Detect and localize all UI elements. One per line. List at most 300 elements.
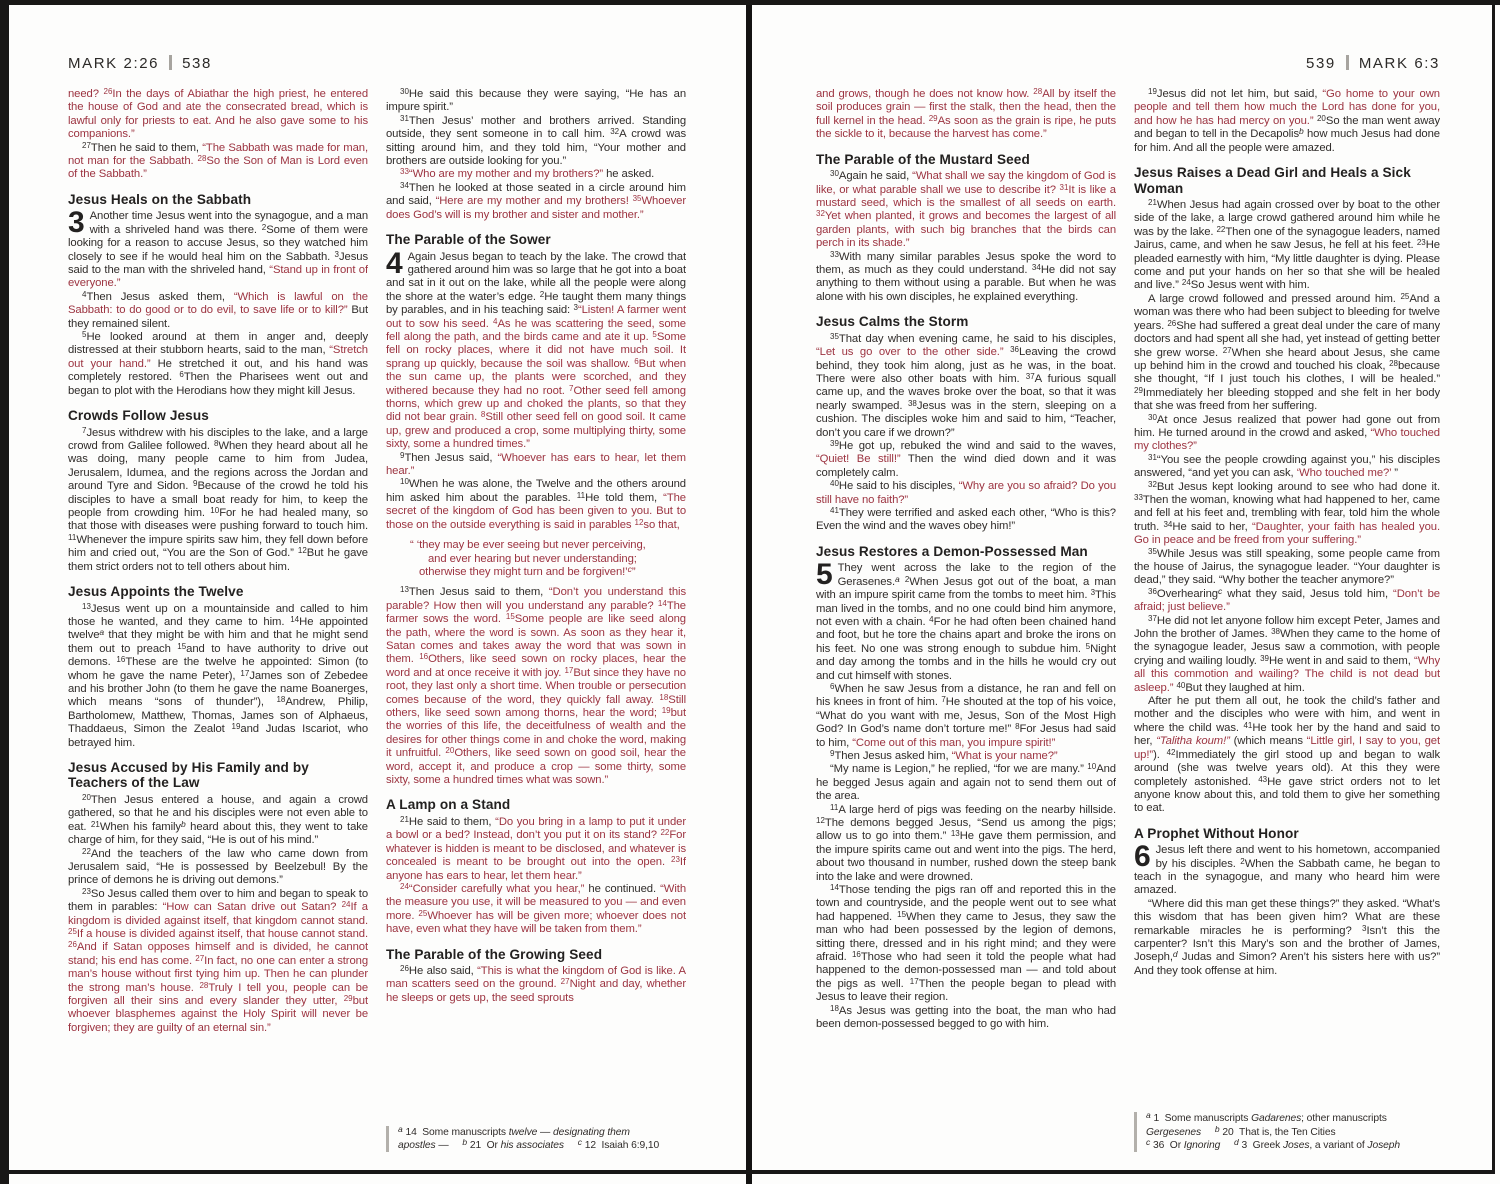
red-letter-text: As soon as the grain is ripe, he puts the sickle to it, because the harvest has come.” xyxy=(816,114,1116,141)
text-run: and Judas Iscariot, who betrayed him. xyxy=(68,723,368,749)
text-run: he continued. xyxy=(584,882,661,895)
chapter-paragraph xyxy=(816,558,1116,683)
verse-number: 14 xyxy=(657,598,667,608)
verse-paragraph xyxy=(386,168,686,181)
verse-paragraph xyxy=(816,440,1116,480)
text-run: She had suffered a great deal under the care of many doctors and had spent all she had, yet instead of getting better she grew worse. xyxy=(1134,319,1440,359)
verse-number: 35 xyxy=(1148,546,1157,556)
verse-paragraph xyxy=(816,333,1116,440)
text-run: Jesus was in the stern, sleeping on a cushion. The disciples woke him and said to him, “Teacher, don’t you care if we drown?” xyxy=(816,399,1116,439)
verse-number: 13 xyxy=(82,601,91,611)
verse-number: 34 xyxy=(1163,519,1173,529)
verse-number: 31 xyxy=(1148,452,1157,462)
verse-number: 13 xyxy=(950,829,960,839)
verse-number: 32 xyxy=(1148,479,1157,489)
text-run: Then Jesus entered a house, and again a crowd gathered, so that he and his disciples were not even able to eat. xyxy=(68,793,368,833)
verse-paragraph xyxy=(1134,88,1440,155)
red-letter-text: If a kingdom is divided against itself, that kingdom cannot stand. xyxy=(68,901,368,927)
verse-paragraph xyxy=(816,804,1116,884)
red-letter-text: “Who are my mother and my brothers?” xyxy=(408,168,604,181)
section-heading: Jesus Raises a Dead Girl and Heals a Sick Woman xyxy=(1134,165,1411,196)
verse-number: 23 xyxy=(82,886,91,896)
red-letter-text: But since they have no root, they last only a short time. When trouble or persecution comes because of the word, they quickly fall away. xyxy=(386,666,686,706)
text-run xyxy=(564,1140,578,1151)
text-run: A large herd of pigs was feeding on the nearby hillside. xyxy=(838,803,1116,816)
red-letter-text: “How can Satan drive out Satan? xyxy=(162,901,342,914)
verse-paragraph xyxy=(1134,898,1440,978)
chapter-paragraph xyxy=(1134,840,1440,898)
verse-paragraph xyxy=(386,816,686,883)
verse-paragraph xyxy=(68,603,368,750)
verse-number: 2 xyxy=(261,222,267,232)
red-letter-text: Some fell on rocky places, where it did not have much soil. It sprang up quickly, because the soil was shallow. xyxy=(386,331,686,370)
text-run: “My name is Legion,” he replied, “for we are many.” xyxy=(830,763,1088,776)
verse-paragraph xyxy=(68,427,368,574)
verse-paragraph xyxy=(816,1005,1116,1032)
verse-number: 33 xyxy=(1134,492,1143,502)
verse-number: 6 xyxy=(179,370,184,380)
verse-paragraph xyxy=(1134,199,1440,293)
verse-number: 25 xyxy=(418,908,428,918)
text-run: He said this because they were saying, “He has an impure spirit.” xyxy=(386,88,686,114)
text-run: ” xyxy=(1391,467,1398,480)
verse-number: 28 xyxy=(1389,358,1398,368)
text-run: 1 Some manuscripts xyxy=(1150,1113,1252,1125)
verse-paragraph xyxy=(816,251,1116,305)
verse-number: 27 xyxy=(560,977,570,987)
verse-number: 36 xyxy=(1148,586,1157,596)
footnote-marker: c xyxy=(577,1136,582,1147)
text-run-italic: twelve xyxy=(508,1126,538,1138)
text-run: Whenever the impure spirits saw him, they fell down before him and cried out, “You are the Son of God.” xyxy=(68,533,368,560)
text-run: He got up, rebuked the wind and said to the waves, xyxy=(838,439,1116,452)
verse-number: 26 xyxy=(1167,318,1177,328)
text-run: — xyxy=(537,1126,554,1138)
verse-number: 31 xyxy=(1059,182,1069,192)
footnote-line xyxy=(398,1136,662,1152)
verse-number: 17 xyxy=(240,668,250,678)
photo-border-bottom xyxy=(0,1170,1495,1174)
text-run: A large crowd followed and pressed around him. xyxy=(1148,292,1401,305)
chapter-number-dropcap: 3 xyxy=(68,206,85,240)
text-run: So Jesus called them over to him and began to speak to them in parables: xyxy=(68,887,368,914)
verse-paragraph xyxy=(1134,481,1440,548)
footnote-marker: c xyxy=(1146,1136,1151,1147)
right-page-column-1 xyxy=(816,88,1116,1164)
text-run: 20 That is, the Ten Cities xyxy=(1219,1126,1336,1138)
text-run: He taught them many things by parables, and in his teaching said: xyxy=(386,290,686,317)
verse-number: 8 xyxy=(213,438,219,448)
text-run: But they laughed at him. xyxy=(1185,681,1305,694)
text-run: Immediately the girl stood up and began to walk around (she was twelve years old). At this they were completely astonished. xyxy=(1134,748,1440,788)
verse-paragraph xyxy=(816,507,1116,534)
text-run: 12 Isaiah 6:9,10 xyxy=(581,1139,660,1151)
text-run: He looked around at them in anger and, deeply distressed at their stubborn hearts, said to the man, xyxy=(68,331,368,357)
text-run: Those tending the pigs ran off and reported this in the town and countryside, and the people went out to see what had happened. xyxy=(816,884,1116,923)
verse-number: 7 xyxy=(82,425,87,435)
red-letter-text: It is like a mustard seed, which is the smallest of all seeds on earth. xyxy=(816,183,1116,209)
verse-number: 20 xyxy=(1316,113,1326,123)
red-letter-text: “Little girl, I say to you, get up!” xyxy=(1134,735,1440,761)
text-run: When he saw Jesus from a distance, he ran and fell on his knees in front of him. xyxy=(816,682,1116,709)
verse-number: 12 xyxy=(816,816,825,825)
chapter-number-dropcap: 4 xyxy=(386,246,403,280)
red-letter-text: All by itself the soil produces grain — first the stalk, then the head, then the full kernel in the head. xyxy=(816,88,1116,127)
text-run: ; other manuscripts xyxy=(1301,1113,1387,1125)
text-run: Again Jesus began to teach by the lake. The crowd that gathered around him was so large that he got into a boat and sat in it out on the lake, while all the people were along the shore at the water’s edge. xyxy=(386,250,686,303)
verse-paragraph xyxy=(386,586,686,787)
text-run: Then Jesus’ mother and brothers arrived. Standing outside, they sent someone in to call him. xyxy=(386,114,686,141)
verse-paragraph xyxy=(68,888,368,1035)
red-letter-text: Truly I tell you, people can be forgiven all their sins and every slander they utter, xyxy=(68,981,368,1008)
text-run: , a variant of xyxy=(1309,1139,1368,1151)
text-run: When Jesus got out of the boat, a man with an impure spirit came from the tombs to meet him. xyxy=(816,575,1116,602)
verse-number: 28 xyxy=(1033,88,1043,96)
red-letter-text: For whatever is hidden is meant to be disclosed, and whatever is concealed is meant to be brought out into the open. xyxy=(386,829,686,869)
verse-number: 40 xyxy=(1176,680,1186,690)
verse-paragraph xyxy=(1134,548,1440,588)
section-heading: Jesus Heals on the Sabbath xyxy=(68,191,252,207)
footnote-marker: c xyxy=(1217,585,1223,596)
verse-number: 24 xyxy=(341,900,351,910)
left-page-column-2 xyxy=(386,88,686,1164)
verse-number: 8 xyxy=(1015,722,1020,732)
text-run: Again he said, xyxy=(838,170,913,183)
red-letter-text: And if Satan opposes himself and is divided, he cannot stand; his end has come. xyxy=(68,941,368,967)
text-run: For he had healed many, so that those with diseases were pushing forward to touch him. xyxy=(68,506,368,533)
text-run: Jesus left there and went to his hometown, accompanied by his disciples. xyxy=(1155,844,1440,870)
text-run: Jesus went up on a mountainside and called to him those he wanted, and they came to him. xyxy=(68,602,368,628)
text-run: At once Jesus realized that power had gone out from him. He turned around in the crowd and asked, xyxy=(1134,413,1440,439)
text-run: With many similar parables Jesus spoke the word to them, as much as they could understand. xyxy=(816,250,1116,276)
verse-number: 25 xyxy=(68,927,77,937)
text-run: When they came to Jesus, they saw the man who had been possessed by the legion of demons, sitting there, dressed and in his right mind; and they were afraid. xyxy=(816,910,1116,964)
page-number: 538 xyxy=(182,55,212,72)
text-run: Jesus said to the man with the shriveled hand, xyxy=(68,250,368,276)
text-run: 3 Greek xyxy=(1238,1139,1283,1151)
footnote-marker: d xyxy=(1172,949,1178,960)
text-run: (which means xyxy=(1229,735,1307,748)
red-letter-text: ” xyxy=(631,565,636,578)
footnote-line xyxy=(398,1123,662,1139)
text-run: So Jesus went with him. xyxy=(1190,279,1310,292)
text-run: That day when evening came, he said to his disciples, xyxy=(838,332,1116,345)
text-run: They went across the lake to the region of the Gerasenes. xyxy=(837,562,1116,588)
verse-number: 29 xyxy=(343,994,353,1004)
verse-number: 40 xyxy=(830,479,839,489)
verse-number: 7 xyxy=(941,695,946,705)
text-run: He gave strict orders not to let anyone know about this, and told them to give her something to eat. xyxy=(1134,775,1440,815)
photo-border-right xyxy=(1492,0,1495,1174)
footnote-marker: a xyxy=(895,573,900,584)
section-heading: The Parable of the Sower xyxy=(386,232,551,248)
red-letter-text: “The secret of the kingdom of God has been given to you. But to those on the outside everything is said in parables xyxy=(386,491,686,531)
verse-number: 11 xyxy=(830,802,839,812)
verse-number: 7 xyxy=(569,383,574,393)
text-run: Then the woman, knowing what had happened to her, came and fell at his feet and, trembling with fear, told him the whole truth. xyxy=(1134,493,1440,533)
red-letter-text: “Listen! A farmer went out to sow his seed. xyxy=(386,304,686,330)
footnote-line xyxy=(1146,1123,1415,1139)
text-run: because she thought, “If I just touch his clothes, I will be healed.” xyxy=(1134,359,1440,386)
verse-paragraph xyxy=(816,683,1116,750)
verse-number: 30 xyxy=(400,88,409,96)
verse-number: 14 xyxy=(290,614,300,624)
right-running-head xyxy=(1306,55,1440,72)
verse-number: 22 xyxy=(1216,224,1226,234)
verse-number: 30 xyxy=(830,169,839,179)
red-letter-text: need? xyxy=(68,88,104,100)
text-run: 14 Some manuscripts xyxy=(402,1126,509,1138)
verse-number: 28 xyxy=(199,980,209,990)
text-run: He did not say anything to them without using a parable. But when he was alone with his own disciples, he explained everything. xyxy=(816,263,1116,303)
text-run xyxy=(1220,1140,1234,1151)
verse-number: 23 xyxy=(1416,238,1426,248)
red-letter-text: Others, like seed sown on rocky places, hear the word and at once receive it with joy. xyxy=(386,653,686,679)
red-letter-text: “ ‘they may be ever seeing but never perceiving, xyxy=(410,539,646,552)
red-letter-text: Whoever has will be given more; whoever does not have, even what they have will be taken from them.” xyxy=(386,909,686,936)
verse-number: 16 xyxy=(116,655,126,665)
red-letter-text: “Stretch out your hand.” xyxy=(68,344,368,370)
text-run: Immediately her bleeding stopped and she felt in her body that she was freed from her suffering. xyxy=(1134,386,1440,413)
red-letter-text: “Go home to your own people and tell them how much the Lord has done for you, and how he has had mercy on you.” xyxy=(1134,88,1440,127)
verse-number: 29 xyxy=(928,113,938,123)
text-run-italic: Joses xyxy=(1282,1139,1310,1151)
verse-number: 19 xyxy=(1148,88,1157,96)
section-heading: A Prophet Without Honor xyxy=(1134,825,1299,841)
text-run: and to have authority to drive out demons. xyxy=(68,642,368,669)
verse-number: 25 xyxy=(1400,291,1410,301)
verse-number: 23 xyxy=(671,855,680,865)
footnote-marker: a xyxy=(398,1123,403,1134)
verse-paragraph xyxy=(386,182,686,222)
section-heading: The Parable of the Mustard Seed xyxy=(816,151,1030,167)
red-letter-text: “This is what the kingdom of God is like. A man scatters seed on the ground. xyxy=(386,965,686,991)
section-heading: Jesus Accused by His Family and by Teachers of the Law xyxy=(68,759,309,791)
verse-number: 13 xyxy=(400,585,409,595)
red-letter-text: Other seed fell among thorns, which grew up and choked the plants, so that they did not bear grain. xyxy=(386,384,686,424)
red-letter-text: Whoever does God’s will is my brother and sister and mother.” xyxy=(386,195,686,221)
verse-number: 3 xyxy=(334,249,339,259)
verse-number: 31 xyxy=(400,113,409,123)
verse-paragraph xyxy=(816,170,1116,250)
verse-number: 27 xyxy=(195,953,205,963)
text-run: Then the Pharisees went out and began to plot with the Herodians how they might kill Jesus. xyxy=(68,371,368,397)
text-run: He also said, xyxy=(408,965,478,978)
verse-paragraph xyxy=(1134,585,1440,615)
red-letter-text: The farmer sows the word. xyxy=(386,599,686,626)
red-letter-text: Yet when planted, it grows and becomes the largest of all garden plants, with such big branches that the birds can perch in its shade.” xyxy=(816,210,1116,250)
text-run: what they said, Jesus told him, xyxy=(1222,587,1394,600)
section-heading: Jesus Appoints the Twelve xyxy=(68,584,244,599)
text-run-italic: his associates xyxy=(500,1139,564,1151)
verse-paragraph xyxy=(1134,414,1440,454)
text-run: Another time Jesus went into the synagogue, and a man with a shriveled hand was there. xyxy=(89,210,368,236)
verse-number: 3 xyxy=(1362,923,1367,933)
text-run: Andrew, Philip, Bartholomew, Matthew, Thomas, James son of Alphaeus, Thaddaeus, Simon the Zealot xyxy=(68,696,368,736)
red-letter-text: “What shall we say the kingdom of God is like, or what parable shall we use to describe it? xyxy=(816,170,1116,196)
text-run: So the man went away and began to tell in the Decapolis xyxy=(1134,114,1440,141)
red-letter-text: “Here are my mother and my brothers! xyxy=(435,195,633,208)
red-letter-text: Still other seed fell on good soil. It came up, grew and produced a crop, some multiplying thirty, some sixty, some a hundred times.” xyxy=(386,411,686,451)
verse-number: 15 xyxy=(505,612,515,622)
text-run: He took her by the hand and said to her, xyxy=(1134,721,1440,748)
page-number: 539 xyxy=(1306,55,1336,72)
red-letter-text: and ever hearing but never understanding; xyxy=(428,552,637,565)
footnote-marker: b xyxy=(1299,126,1304,137)
chapter-number-dropcap: 6 xyxy=(1134,840,1151,874)
chapter-number-dropcap: 5 xyxy=(816,558,833,592)
text-run: These are the twelve he appointed: Simon (to whom he gave the name Peter), xyxy=(68,656,368,682)
text-run: Isn’t this the carpenter? Isn’t this Mary’s son and the brother of James, Joseph, xyxy=(1134,924,1440,964)
text-run: For he had often been chained hand and foot, but he tore the chains apart and broke the irons on his feet. No one was strong enough to subdue him. xyxy=(816,615,1116,655)
verse-number: 6 xyxy=(830,681,835,691)
verse-number: 38 xyxy=(907,398,917,408)
text-run: “You see the people crowding against you,” his disciples answered, “and yet you can ask, xyxy=(1134,453,1440,480)
text-run: Then the wind died down and it was completely calm. xyxy=(816,453,1116,479)
photo-border-top xyxy=(0,0,1500,5)
verse-paragraph xyxy=(386,452,686,479)
text-run: When they heard about all he was doing, many people came to him from Judea, Jerusalem, Idumea, and the regions across the Jordan and around Tyre and Sidon. xyxy=(68,439,368,493)
red-letter-text: “Why are you so afraid? Do you still have no faith?” xyxy=(816,480,1116,506)
text-run: When the Sabbath came, he began to teach in the synagogue, and many who heard him were amazed. xyxy=(1134,857,1440,897)
verse-number: 34 xyxy=(1031,262,1041,272)
text-run: Then Jesus said, xyxy=(404,451,498,464)
text-run: 36 Or xyxy=(1150,1139,1184,1151)
verse-paragraph xyxy=(68,794,368,848)
footnote-marker: a xyxy=(99,627,105,638)
poetry-quote xyxy=(410,539,686,579)
footnote-line xyxy=(1146,1136,1415,1152)
header-divider-bar xyxy=(169,55,172,70)
text-run: that they might be with him and that he might send them out to preach xyxy=(68,629,368,655)
red-letter-text: “Who touched my clothes?” xyxy=(1134,426,1440,453)
text-run: Night and day among the tombs and in the hills he would cry out and cut himself with stones. xyxy=(816,642,1116,682)
verse-number: 12 xyxy=(297,546,307,556)
verse-number: 43 xyxy=(1258,774,1268,784)
section-heading: Jesus Calms the Storm xyxy=(816,314,969,330)
verse-number: 9 xyxy=(193,479,198,489)
verse-number: 36 xyxy=(1010,345,1019,355)
verse-number: 18 xyxy=(830,1003,839,1013)
text-run: Judas and Simon? Aren’t his sisters here with us?” And they took offense at him. xyxy=(1134,951,1440,977)
text-run: Leaving the crowd behind, they took him along, just as he was, in the boat. There were also other boats with him. xyxy=(816,346,1116,385)
red-letter-text: Still others, like seed sown among thorns, hear the word; xyxy=(386,693,686,719)
footnote-marker: b xyxy=(1214,1123,1220,1134)
poetry-line xyxy=(410,563,686,579)
running-head-book-ref: MARK 2:26 xyxy=(68,55,160,72)
text-run xyxy=(1201,1127,1215,1138)
footnote-marker: c xyxy=(627,563,632,574)
red-letter-text: “Let us go over to the other side.” xyxy=(816,346,1004,359)
verse-number: 32 xyxy=(610,127,620,137)
verse-number: 27 xyxy=(1222,345,1232,355)
text-run: He went in and said to them, xyxy=(1269,654,1415,667)
verse-number: 19 xyxy=(661,705,671,715)
verse-number: 12 xyxy=(634,517,644,527)
text-run: This man lived in the tombs, and no one could bind him anymore, not even with a chain. xyxy=(816,589,1116,628)
text-run-italic: Ignoring xyxy=(1183,1139,1221,1151)
verse-paragraph xyxy=(68,142,368,182)
text-run: He pleaded earnestly with him, “My little daughter is dying. Please come and put your hands on her so that she will be healed and live.” xyxy=(1134,239,1440,292)
verse-number: 16 xyxy=(851,950,861,960)
text-run: For Jesus had said to him, xyxy=(816,723,1116,749)
verse-number: 34 xyxy=(400,180,409,190)
verse-paragraph xyxy=(1134,454,1440,481)
verse-number: 9 xyxy=(830,748,835,758)
text-run: A crowd was sitting around him, and they told him, “Your mother and brothers are outside looking for you.” xyxy=(386,128,686,168)
red-letter-text: “The Sabbath was made for man, not man for the Sabbath. xyxy=(68,141,368,168)
verse-number: 20 xyxy=(82,792,91,802)
verse-number: 39 xyxy=(1260,653,1270,663)
text-run: — xyxy=(435,1139,463,1151)
verse-number: 41 xyxy=(830,505,839,515)
text-run: He did not let anyone follow him except Peter, James and John the brother of James. xyxy=(1134,614,1440,641)
verse-paragraph xyxy=(816,763,1116,803)
verse-number: 30 xyxy=(1148,412,1157,422)
verse-number: 24 xyxy=(1181,278,1191,288)
red-letter-text: Others, like seed sown on good soil, hear the word, accept it, and produce a crop — some thirty, some sixty, some a hundred times what was sown.” xyxy=(386,747,686,786)
footnote-marker: a xyxy=(1146,1110,1151,1121)
text-run: After he put them all out, he took the child’s father and mother and the disciples who were with him, and went in where the child was. xyxy=(1134,695,1440,734)
text-run: 21 Or xyxy=(467,1139,501,1151)
red-letter-text: If a house is divided against itself, that house cannot stand. xyxy=(76,928,368,941)
red-letter-text: ‘Who touched me?’ xyxy=(1296,467,1392,480)
text-run: He appointed twelve xyxy=(68,615,368,642)
text-run: While Jesus was still speaking, some people came from the house of Jairus, the synagogue leader. “Your daughter is dead,” they said. “Why bother the teacher anymore?” xyxy=(1134,547,1440,587)
verse-number: 6 xyxy=(634,356,639,366)
verse-number: 9 xyxy=(400,450,405,460)
red-letter-text: “Quiet! Be still!” xyxy=(816,453,901,466)
text-run: Then he looked at those seated in a circle around him and said, xyxy=(386,181,686,208)
footnotes-block xyxy=(386,1123,662,1152)
verse-number: 35 xyxy=(632,194,642,204)
red-letter-text: Some people are like seed along the path, where the word is sown. As soon as they hear it, Satan comes and takes away the word that was sown in them. xyxy=(386,613,686,666)
red-letter-text: “With the measure you use, it will be measured to you — and even more. xyxy=(386,882,686,922)
verse-number: 10 xyxy=(210,505,220,515)
verse-number: 15 xyxy=(897,909,907,919)
verse-number: 35 xyxy=(830,331,839,341)
verse-number: 19 xyxy=(231,722,241,732)
red-letter-text: “Don’t you understand this parable? How then will you understand any parable? xyxy=(386,586,686,612)
text-run-italic: Joseph xyxy=(1367,1139,1401,1151)
verse-number: 15 xyxy=(177,641,187,651)
page-spine-divider xyxy=(746,0,752,1184)
text-run: Then the people began to plead with Jesus to leave their region. xyxy=(816,977,1116,1004)
verse-number: 37 xyxy=(1148,613,1157,623)
verse-paragraph xyxy=(816,884,1116,1005)
text-run: Then Jesus said to them, xyxy=(408,586,549,599)
verse-number: 18 xyxy=(659,692,669,702)
verse-number: 16 xyxy=(419,652,429,662)
red-letter-text: “Consider carefully what you hear,” xyxy=(408,882,585,895)
verse-number: 14 xyxy=(830,883,839,893)
text-run: When he was alone, the Twelve and the others around him asked him about the parables. xyxy=(386,478,686,504)
text-run-italic: apostles xyxy=(398,1139,436,1151)
continuation-paragraph xyxy=(816,88,1116,142)
right-page-column-2 xyxy=(1134,88,1440,1164)
left-running-head xyxy=(68,55,212,72)
text-run: As Jesus was getting into the boat, the man who had been demon-possessed begged to go with him. xyxy=(816,1004,1116,1031)
text-run: When they came to the home of the synagogue leader, Jesus saw a commotion, with people crying and wailing loudly. xyxy=(1134,628,1440,667)
text-run: Because of the crowd he told his disciples to have a small boat ready for him, to keep the people from crowding him. xyxy=(68,480,368,519)
red-letter-italic: “Talitha koum!” xyxy=(1156,735,1230,748)
verse-paragraph xyxy=(386,115,686,169)
poetry-line xyxy=(410,553,686,566)
footnote-marker: d xyxy=(1234,1136,1239,1147)
verse-paragraph xyxy=(816,750,1116,763)
red-letter-text: “Don’t be afraid; just believe.” xyxy=(1134,587,1440,614)
verse-number: 5 xyxy=(652,330,657,339)
